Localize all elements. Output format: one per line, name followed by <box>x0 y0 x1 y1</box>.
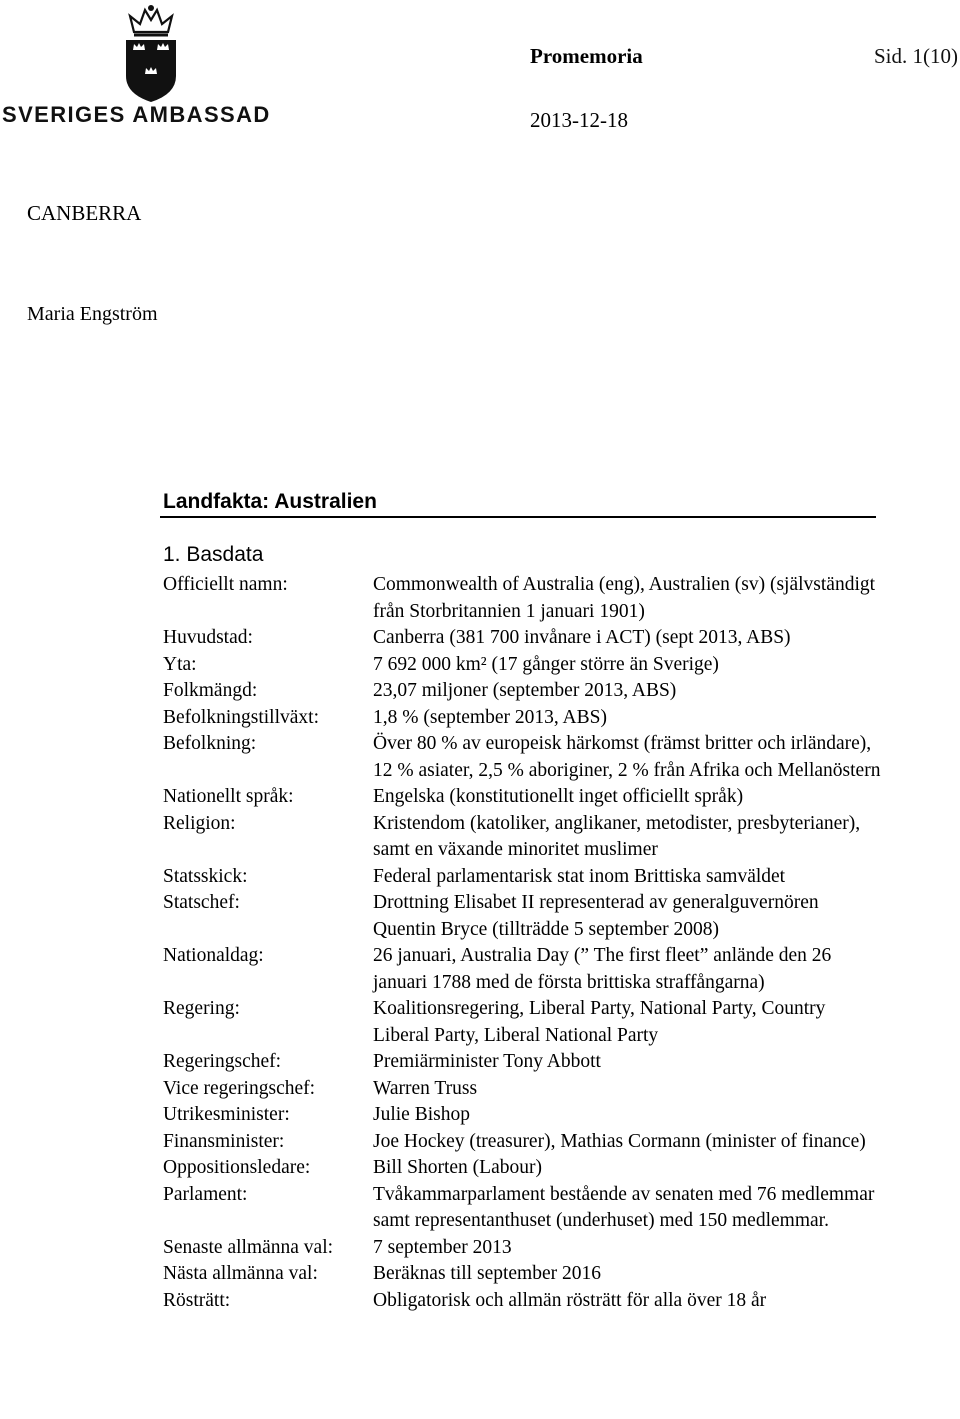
fact-row <box>163 811 883 864</box>
fact-label: Finansminister: <box>163 1130 285 1152</box>
fact-row <box>163 943 883 996</box>
fact-row <box>163 784 883 811</box>
fact-value: 23,07 miljoner (september 2013, ABS) <box>373 680 677 701</box>
fact-row <box>163 1235 883 1262</box>
fact-row <box>163 1182 883 1235</box>
fact-row <box>163 1102 883 1129</box>
fact-value: Koalitionsregering, Liberal Party, National Party, Country Liberal Party, Liberal National Party <box>373 998 826 1046</box>
fact-label: Befolkning: <box>163 733 257 754</box>
author-name: Maria Engström <box>27 303 158 325</box>
fact-value: Canberra (381 700 invånare i ACT) (sept 2013, ABS) <box>373 627 791 648</box>
fact-value: Federal parlamentarisk stat inom Brittiska samväldet <box>373 865 786 887</box>
fact-value: 7 september 2013 <box>373 1236 512 1258</box>
fact-row <box>163 572 883 625</box>
fact-row <box>163 890 883 943</box>
office-name: CANBERRA <box>27 201 142 225</box>
facts-list <box>163 572 883 1314</box>
fact-value: Engelska (konstitutionellt inget officiellt språk) <box>373 786 744 807</box>
fact-row <box>163 678 883 705</box>
crown-shield-icon <box>120 2 182 106</box>
fact-label: Regering: <box>163 998 240 1019</box>
fact-label: Parlament: <box>163 1183 248 1205</box>
fact-value: Warren Truss <box>373 1077 478 1099</box>
title-underline <box>160 516 876 518</box>
fact-value: 26 januari, Australia Day (” The first fleet” anlände den 26 januari 1788 med de första brittiska straffångarna) <box>373 945 832 993</box>
fact-value: 1,8 % (september 2013, ABS) <box>373 706 607 728</box>
fact-label: Officiellt namn: <box>163 574 288 595</box>
fact-row <box>163 1155 883 1182</box>
fact-label: Regeringschef: <box>163 1051 282 1072</box>
fact-label: Religion: <box>163 812 236 834</box>
fact-row <box>163 731 883 784</box>
fact-row <box>163 1049 883 1076</box>
fact-row <box>163 996 883 1049</box>
fact-value: Kristendom (katoliker, anglikaner, metodister, presbyterianer), samt en växande minoritet muslimer <box>373 812 861 860</box>
fact-label: Yta: <box>163 653 197 675</box>
fact-value: Julie Bishop <box>373 1104 470 1125</box>
fact-label: Nationellt språk: <box>163 786 294 807</box>
fact-label: Senaste allmänna val: <box>163 1236 334 1258</box>
section-heading: 1. Basdata <box>163 543 264 566</box>
fact-label: Befolkningstillväxt: <box>163 706 319 728</box>
fact-label: Vice regeringschef: <box>163 1077 316 1099</box>
fact-value: Bill Shorten (Labour) <box>373 1157 542 1178</box>
fact-label: Nationaldag: <box>163 945 264 966</box>
fact-row <box>163 1129 883 1156</box>
fact-row <box>163 864 883 891</box>
fact-value: Över 80 % av europeisk härkomst (främst britter och irländare), 12 % asiater, 2,5 % aboriginer, 2 % från Afrika och Mellanöstern <box>373 733 881 781</box>
document-type: Promemoria <box>530 44 643 68</box>
fact-row <box>163 652 883 679</box>
document-title: Landfakta: Australien <box>163 490 377 513</box>
fact-value: Obligatorisk och allmän rösträtt för alla över 18 år <box>373 1289 767 1311</box>
fact-label: Oppositionsledare: <box>163 1157 311 1178</box>
fact-value: Beräknas till september 2016 <box>373 1263 601 1284</box>
fact-value: Drottning Elisabet II representerad av generalguvernören Quentin Bryce (tillträdde 5 september 2008) <box>373 892 819 940</box>
fact-label: Utrikesminister: <box>163 1104 290 1125</box>
fact-row <box>163 1076 883 1103</box>
fact-row <box>163 705 883 732</box>
fact-value: Premiärminister Tony Abbott <box>373 1051 601 1072</box>
fact-label: Nästa allmänna val: <box>163 1263 318 1284</box>
logo-wordmark: SVERIGES AMBASSAD <box>2 102 271 127</box>
fact-row <box>163 1288 883 1315</box>
fact-value: Commonwealth of Australia (eng), Australien (sv) (självständigt från Storbritannien 1 januari 1901) <box>373 574 876 622</box>
fact-value: Joe Hockey (treasurer), Mathias Cormann (minister of finance) <box>373 1130 866 1152</box>
fact-label: Rösträtt: <box>163 1289 231 1311</box>
fact-label: Huvudstad: <box>163 627 253 648</box>
document-date: 2013-12-18 <box>530 108 628 132</box>
page-number: Sid. 1(10) <box>874 44 958 68</box>
fact-label: Statsskick: <box>163 865 248 887</box>
fact-row <box>163 625 883 652</box>
embassy-logo <box>0 2 308 132</box>
fact-value: Tvåkammarparlament bestående av senaten med 76 medlemmar samt representanthuset (underhuset) med 150 medlemmar. <box>373 1183 875 1231</box>
fact-label: Statschef: <box>163 892 240 913</box>
fact-row <box>163 1261 883 1288</box>
fact-value: 7 692 000 km² (17 gånger större än Sverige) <box>373 653 719 675</box>
fact-label: Folkmängd: <box>163 680 258 701</box>
